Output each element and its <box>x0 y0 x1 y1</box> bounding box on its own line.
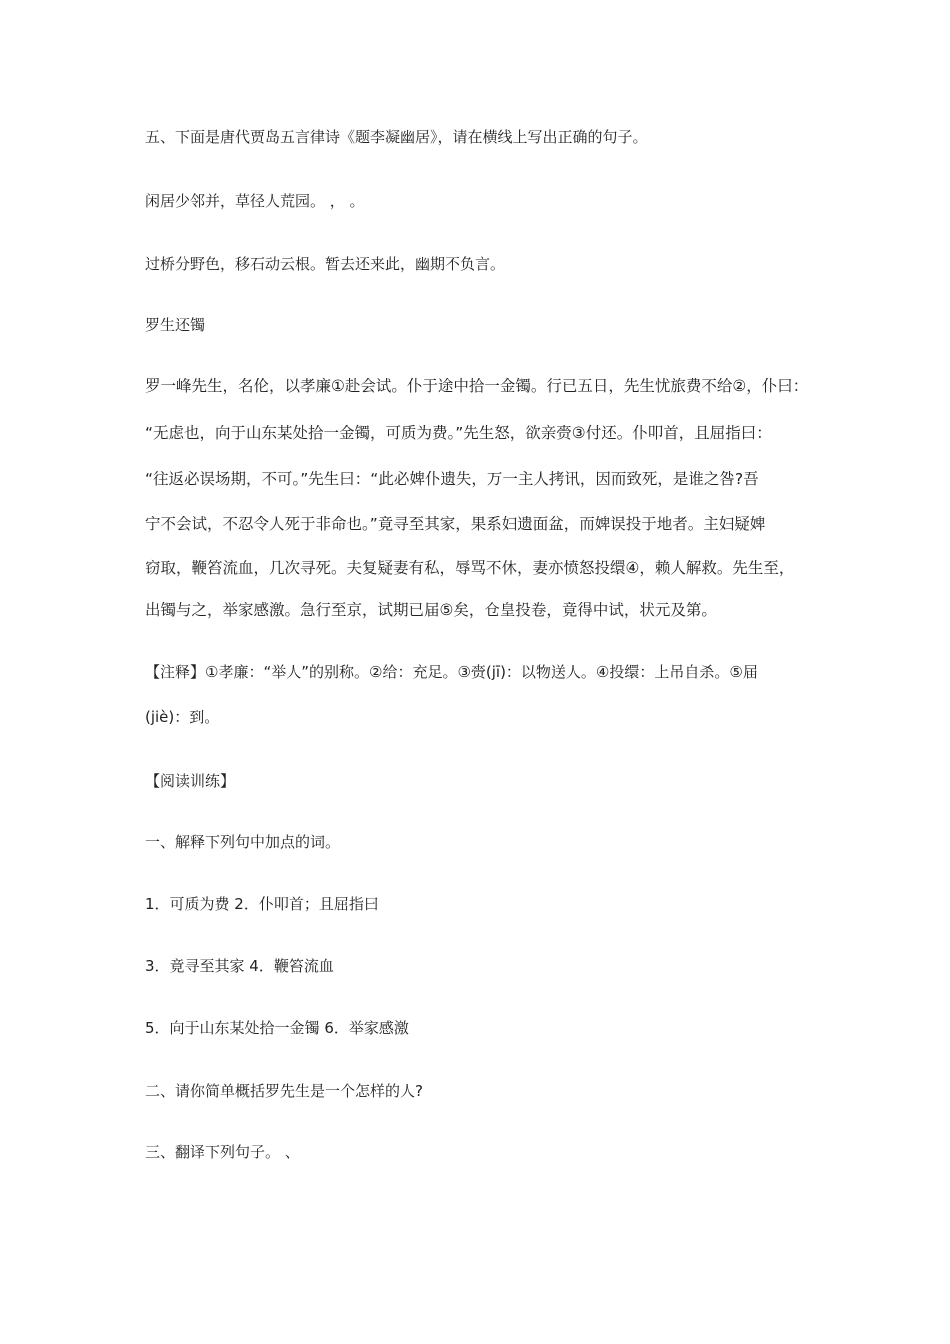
story-line: 出镯与之，举家感激。急行至京，试期已届⑤矣，仓皇投卷，竟得中试，状元及第。 <box>145 601 717 619</box>
notes-line-1: 【注释】①孝廉：“举人”的别称。②给：充足。③赍(jī)：以物送人。④投缳：上吊自杀。⑤届 <box>145 663 758 681</box>
training-item: 5．向于山东某处拾一金镯 6．举家感激 <box>145 1019 409 1037</box>
poem-line-1: 闲居少邻并，草径人荒园。 ， 。 <box>145 192 365 210</box>
story-line: 罗一峰先生，名伦，以孝廉①赴会试。仆于途中拾一金镯。行已五日，先生忧旅费不给②，仆曰： <box>145 377 809 395</box>
training-question-2: 二、请你简单概括罗先生是一个怎样的人? <box>145 1082 423 1100</box>
section5-question: 五、下面是唐代贾岛五言律诗《题李凝幽居》，请在横线上写出正确的句子。 <box>145 128 648 146</box>
training-question-1: 一、解释下列句中加点的词。 <box>145 833 341 851</box>
notes-line-2: (jiè)：到。 <box>145 708 220 726</box>
poem-line-2: 过桥分野色，移石动云根。暂去还来此，幽期不负言。 <box>145 255 506 273</box>
story-line: 窃取，鞭笞流血，几次寻死。夫复疑妻有私，辱骂不休，妻亦愤怒投缳④，赖人解救。先生至， <box>145 559 795 577</box>
story-line: 宁不会试，不忍令人死于非命也。”竟寻至其家，果系妇遗面盆，而婢误投于地者。主妇疑婢 <box>145 515 766 533</box>
training-item: 1．可质为费 2．仆叩首；且屈指曰 <box>145 895 379 913</box>
training-heading: 【阅读训练】 <box>145 772 236 790</box>
story-line: “无虑也，向于山东某处拾一金镯，可质为费。”先生怒，欲亲赍③付还。仆叩首，且屈指曰： <box>145 424 772 442</box>
story-title: 罗生还镯 <box>145 316 206 334</box>
training-question-3: 三、翻译下列句子。 、 <box>145 1143 300 1161</box>
training-item: 3．竟寻至其家 4．鞭笞流血 <box>145 957 334 975</box>
story-line: “往返必误场期，不可。”先生曰：“此必婢仆遗失，万一主人拷讯，因而致死，是谁之咎?吾 <box>145 470 759 488</box>
